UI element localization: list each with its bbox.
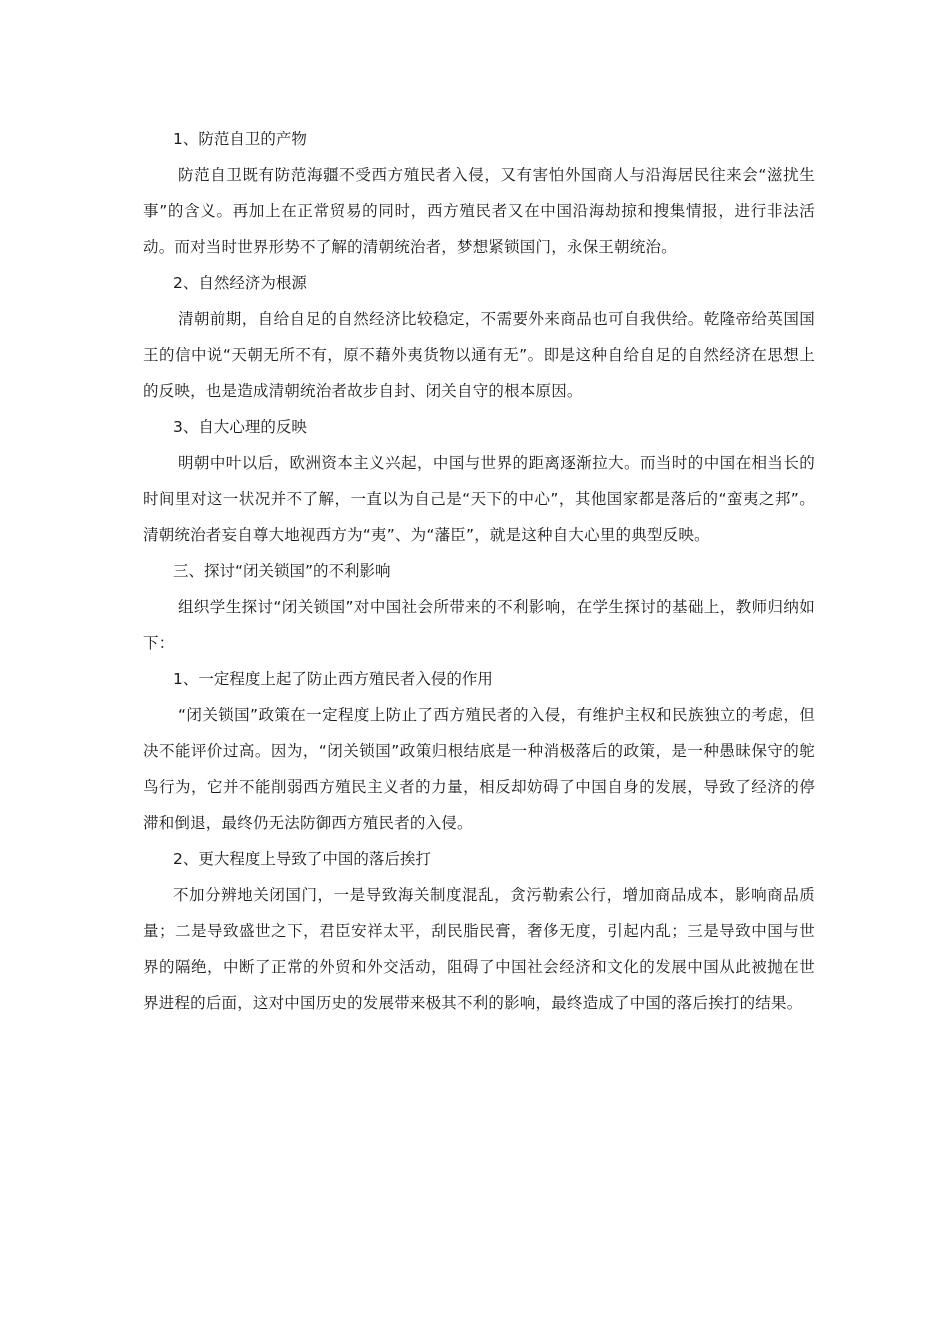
- paragraph-arrogance: 明朝中叶以后，欧洲资本主义兴起，中国与世界的距离逐渐拉大。而当时的中国在相当长的时间里对这一状况并不了解，一直以为自己是“天下的中心”，其他国家都是落后的“蛮夷之邦”。清朝统治者妄自尊大地视西方为“夷”、为“藩臣”，就是这种自大心里的典型反映。: [143, 454, 815, 544]
- document-body: [143, 121, 815, 1021]
- paragraph-backwardness: 不加分辨地关闭国门，一是导致海关制度混乱，贪污勒索公行，增加商品成本，影响商品质量；二是导致盛世之下，君臣安祥太平，刮民脂民膏，奢侈无度，引起内乱；三是导致中国与世界的隔绝，中断了正常的外贸和外交活动，阻碍了中国社会经济和文化的发展中国从此被抛在世界进程的后面，这对中国历史的发展带来极其不利的影响，最终造成了中国的落后挨打的结果。: [143, 886, 815, 1012]
- paragraph-defense: 防范自卫既有防范海疆不受西方殖民者入侵，又有害怕外国商人与沿海居民往来会“滋扰生事”的含义。再加上在正常贸易的同时，西方殖民者又在中国沿海劫掠和搜集情报，进行非法活动。而对当时世界形势不了解的清朝统治者，梦想紧锁国门，永保王朝统治。: [143, 166, 815, 256]
- section-heading-natural-economy: 2、自然经济为根源: [173, 274, 307, 292]
- paragraph-prevent-invasion: “闭关锁国”政策在一定程度上防止了西方殖民者的入侵，有维护主权和民族独立的考虑，但决不能评价过高。因为，“闭关锁国”政策归根结底是一种消极落后的政策，是一种愚昧保守的鸵鸟行为，它并不能削弱西方殖民主义者的力量，相反却妨碍了中国自身的发展，导致了经济的停滞和倒退，最终仍无法防御西方殖民者的入侵。: [143, 706, 815, 832]
- section-heading-negative-impact: 三、探讨“闭关锁国”的不利影响: [173, 562, 391, 580]
- subsection-heading-prevent-invasion: 1、一定程度上起了防止西方殖民者入侵的作用: [173, 670, 493, 688]
- section-heading-arrogance: 3、自大心理的反映: [173, 418, 307, 436]
- subsection-heading-backwardness: 2、更大程度上导致了中国的落后挨打: [173, 850, 431, 868]
- paragraph-natural-economy: 清朝前期，自给自足的自然经济比较稳定，不需要外来商品也可自我供给。乾隆帝给英国国王的信中说“天朝无所不有，原不藉外夷货物以通有无”。即是这种自给自足的自然经济在思想上的反映，也是造成清朝统治者故步自封、闭关自守的根本原因。: [143, 310, 815, 400]
- paragraph-discussion: 组织学生探讨“闭关锁国”对中国社会所带来的不利影响，在学生探讨的基础上，教师归纳如下：: [143, 598, 815, 652]
- section-heading-defense: 1、防范自卫的产物: [173, 130, 307, 148]
